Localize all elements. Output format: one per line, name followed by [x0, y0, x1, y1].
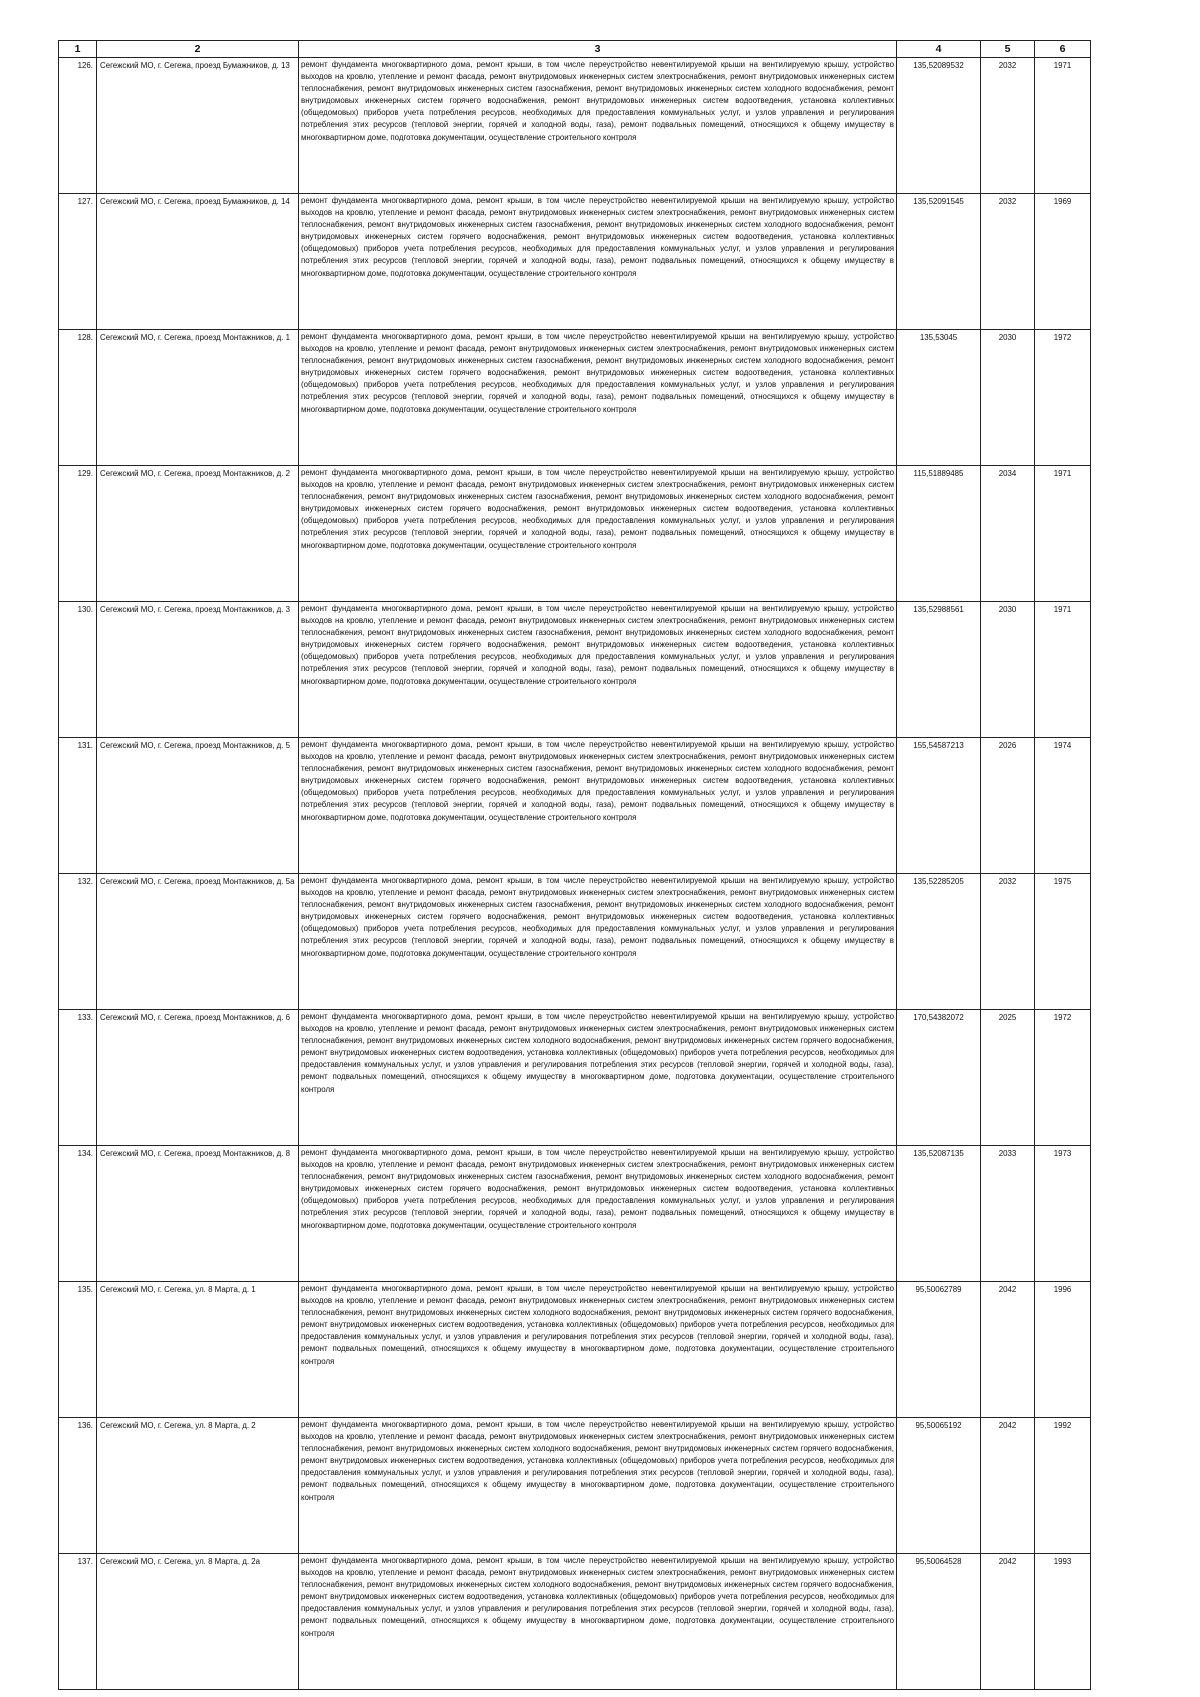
row-address: Сегежский МО, г. Сегежа, проезд Монтажников, д. 6 [97, 1010, 299, 1146]
row-cost: 170,54382072 [897, 1010, 981, 1146]
row-planned-year: 2026 [981, 738, 1035, 874]
column-header-5: 5 [981, 41, 1035, 58]
row-number: 137. [59, 1554, 97, 1690]
row-cost: 95,50064528 [897, 1554, 981, 1690]
row-number: 135. [59, 1282, 97, 1418]
row-works: ремонт фундамента многоквартирного дома, ремонт крыши, в том числе переустройство невентилируемой крыши на вентилируемую крышу, устройство выходов на кровлю, утепление и ремонт фасада, ремонт внутридомовых инженерных систем электроснабжения, ремонт внутридомовых инженерных систем теплоснабжения, ремонт внутридомовых инженерных систем холодного водоснабжения, ремонт внутридомовых инженерных систем горячего водоснабжения, ремонт внутридомовых инженерных систем водоотведения, установка коллективных (общедомовых) приборов учета потребления ресурсов, необходимых для предоставления коммунальных услуг, и узлов управления и регулирования потребления этих ресурсов (тепловой энергии, горячей и холодной воды, газа), ремонт подвальных помещений, относящихся к общему имуществу в многоквартирном доме, подготовка документации, осуществление строительного контроля [299, 1554, 897, 1690]
table-row [59, 1282, 1091, 1418]
row-works: ремонт фундамента многоквартирного дома, ремонт крыши, в том числе переустройство невентилируемой крыши на вентилируемую крышу, устройство выходов на кровлю, утепление и ремонт фасада, ремонт внутридомовых инженерных систем электроснабжения, ремонт внутридомовых инженерных систем теплоснабжения, ремонт внутридомовых инженерных систем газоснабжения, ремонт внутридомовых инженерных систем холодного водоснабжения, ремонт внутридомовых инженерных систем горячего водоснабжения, ремонт внутридомовых инженерных систем водоотведения, установка коллективных (общедомовых) приборов учета потребления ресурсов, необходимых для предоставления коммунальных услуг, и узлов управления и регулирования потребления этих ресурсов (тепловой энергии, горячей и холодной воды, газа), ремонт подвальных помещений, относящихся к общему имуществу в многоквартирном доме, подготовка документации, осуществление строительного контроля [299, 194, 897, 330]
table-row [59, 874, 1091, 1010]
row-planned-year: 2042 [981, 1282, 1035, 1418]
row-planned-year: 2030 [981, 602, 1035, 738]
row-planned-year: 2033 [981, 1146, 1035, 1282]
row-planned-year: 2030 [981, 330, 1035, 466]
row-number: 127. [59, 194, 97, 330]
row-works: ремонт фундамента многоквартирного дома, ремонт крыши, в том числе переустройство невентилируемой крыши на вентилируемую крышу, устройство выходов на кровлю, утепление и ремонт фасада, ремонт внутридомовых инженерных систем электроснабжения, ремонт внутридомовых инженерных систем теплоснабжения, ремонт внутридомовых инженерных систем холодного водоснабжения, ремонт внутридомовых инженерных систем горячего водоснабжения, ремонт внутридомовых инженерных систем водоотведения, установка коллективных (общедомовых) приборов учета потребления ресурсов, необходимых для предоставления коммунальных услуг, и узлов управления и регулирования потребления этих ресурсов (тепловой энергии, горячей и холодной воды, газа), ремонт подвальных помещений, относящихся к общему имуществу в многоквартирном доме, подготовка документации, осуществление строительного контроля [299, 1418, 897, 1554]
row-address: Сегежский МО, г. Сегежа, проезд Монтажников, д. 2 [97, 466, 299, 602]
row-cost: 135,52087135 [897, 1146, 981, 1282]
capital-repair-table [58, 40, 1091, 1690]
row-works: ремонт фундамента многоквартирного дома, ремонт крыши, в том числе переустройство невентилируемой крыши на вентилируемую крышу, устройство выходов на кровлю, утепление и ремонт фасада, ремонт внутридомовых инженерных систем электроснабжения, ремонт внутридомовых инженерных систем теплоснабжения, ремонт внутридомовых инженерных систем газоснабжения, ремонт внутридомовых инженерных систем холодного водоснабжения, ремонт внутридомовых инженерных систем горячего водоснабжения, ремонт внутридомовых инженерных систем водоотведения, установка коллективных (общедомовых) приборов учета потребления ресурсов, необходимых для предоставления коммунальных услуг, и узлов управления и регулирования потребления этих ресурсов (тепловой энергии, горячей и холодной воды, газа), ремонт подвальных помещений, относящихся к общему имуществу в многоквартирном доме, подготовка документации, осуществление строительного контроля [299, 466, 897, 602]
row-works: ремонт фундамента многоквартирного дома, ремонт крыши, в том числе переустройство невентилируемой крыши на вентилируемую крышу, устройство выходов на кровлю, утепление и ремонт фасада, ремонт внутридомовых инженерных систем электроснабжения, ремонт внутридомовых инженерных систем теплоснабжения, ремонт внутридомовых инженерных систем газоснабжения, ремонт внутридомовых инженерных систем холодного водоснабжения, ремонт внутридомовых инженерных систем горячего водоснабжения, ремонт внутридомовых инженерных систем водоотведения, установка коллективных (общедомовых) приборов учета потребления ресурсов, необходимых для предоставления коммунальных услуг, и узлов управления и регулирования потребления этих ресурсов (тепловой энергии, горячей и холодной воды, газа), ремонт подвальных помещений, относящихся к общему имуществу в многоквартирном доме, подготовка документации, осуществление строительного контроля [299, 602, 897, 738]
row-address: Сегежский МО, г. Сегежа, проезд Монтажников, д. 5а [97, 874, 299, 1010]
row-address: Сегежский МО, г. Сегежа, проезд Монтажников, д. 1 [97, 330, 299, 466]
row-planned-year: 2032 [981, 194, 1035, 330]
row-planned-year: 2042 [981, 1554, 1035, 1690]
row-number: 131. [59, 738, 97, 874]
row-planned-year: 2034 [981, 466, 1035, 602]
row-built-year: 1992 [1035, 1418, 1091, 1554]
row-address: Сегежский МО, г. Сегежа, проезд Монтажников, д. 8 [97, 1146, 299, 1282]
row-cost: 135,52988561 [897, 602, 981, 738]
row-cost: 135,52091545 [897, 194, 981, 330]
row-number: 132. [59, 874, 97, 1010]
row-works: ремонт фундамента многоквартирного дома, ремонт крыши, в том числе переустройство невентилируемой крыши на вентилируемую крышу, устройство выходов на кровлю, утепление и ремонт фасада, ремонт внутридомовых инженерных систем электроснабжения, ремонт внутридомовых инженерных систем теплоснабжения, ремонт внутридомовых инженерных систем газоснабжения, ремонт внутридомовых инженерных систем холодного водоснабжения, ремонт внутридомовых инженерных систем горячего водоснабжения, ремонт внутридомовых инженерных систем водоотведения, установка коллективных (общедомовых) приборов учета потребления ресурсов, необходимых для предоставления коммунальных услуг, и узлов управления и регулирования потребления этих ресурсов (тепловой энергии, горячей и холодной воды, газа), ремонт подвальных помещений, относящихся к общему имуществу в многоквартирном доме, подготовка документации, осуществление строительного контроля [299, 330, 897, 466]
table-row [59, 1554, 1091, 1690]
column-header-6: 6 [1035, 41, 1091, 58]
row-number: 134. [59, 1146, 97, 1282]
column-header-2: 2 [97, 41, 299, 58]
row-cost: 95,50065192 [897, 1418, 981, 1554]
table-row [59, 1010, 1091, 1146]
row-number: 129. [59, 466, 97, 602]
row-address: Сегежский МО, г. Сегежа, проезд Монтажников, д. 3 [97, 602, 299, 738]
column-header-3: 3 [299, 41, 897, 58]
row-built-year: 1975 [1035, 874, 1091, 1010]
row-number: 133. [59, 1010, 97, 1146]
row-built-year: 1993 [1035, 1554, 1091, 1690]
row-built-year: 1996 [1035, 1282, 1091, 1418]
table-row [59, 602, 1091, 738]
table-row [59, 1418, 1091, 1554]
row-planned-year: 2042 [981, 1418, 1035, 1554]
row-planned-year: 2032 [981, 874, 1035, 1010]
row-works: ремонт фундамента многоквартирного дома, ремонт крыши, в том числе переустройство невентилируемой крыши на вентилируемую крышу, устройство выходов на кровлю, утепление и ремонт фасада, ремонт внутридомовых инженерных систем электроснабжения, ремонт внутридомовых инженерных систем теплоснабжения, ремонт внутридомовых инженерных систем газоснабжения, ремонт внутридомовых инженерных систем холодного водоснабжения, ремонт внутридомовых инженерных систем горячего водоснабжения, ремонт внутридомовых инженерных систем водоотведения, установка коллективных (общедомовых) приборов учета потребления ресурсов, необходимых для предоставления коммунальных услуг, и узлов управления и регулирования потребления этих ресурсов (тепловой энергии, горячей и холодной воды, газа), ремонт подвальных помещений, относящихся к общему имуществу в многоквартирном доме, подготовка документации, осуществление строительного контроля [299, 738, 897, 874]
row-built-year: 1971 [1035, 466, 1091, 602]
row-address: Сегежский МО, г. Сегежа, ул. 8 Марта, д. 1 [97, 1282, 299, 1418]
row-cost: 135,52285205 [897, 874, 981, 1010]
row-address: Сегежский МО, г. Сегежа, проезд Монтажников, д. 5 [97, 738, 299, 874]
row-address: Сегежский МО, г. Сегежа, проезд Бумажников, д. 14 [97, 194, 299, 330]
row-planned-year: 2032 [981, 58, 1035, 194]
column-header-1: 1 [59, 41, 97, 58]
row-number: 130. [59, 602, 97, 738]
row-planned-year: 2025 [981, 1010, 1035, 1146]
row-built-year: 1969 [1035, 194, 1091, 330]
row-number: 136. [59, 1418, 97, 1554]
row-works: ремонт фундамента многоквартирного дома, ремонт крыши, в том числе переустройство невентилируемой крыши на вентилируемую крышу, устройство выходов на кровлю, утепление и ремонт фасада, ремонт внутридомовых инженерных систем электроснабжения, ремонт внутридомовых инженерных систем теплоснабжения, ремонт внутридомовых инженерных систем газоснабжения, ремонт внутридомовых инженерных систем холодного водоснабжения, ремонт внутридомовых инженерных систем горячего водоснабжения, ремонт внутридомовых инженерных систем водоотведения, установка коллективных (общедомовых) приборов учета потребления ресурсов, необходимых для предоставления коммунальных услуг, и узлов управления и регулирования потребления этих ресурсов (тепловой энергии, горячей и холодной воды, газа), ремонт подвальных помещений, относящихся к общему имуществу в многоквартирном доме, подготовка документации, осуществление строительного контроля [299, 874, 897, 1010]
row-works: ремонт фундамента многоквартирного дома, ремонт крыши, в том числе переустройство невентилируемой крыши на вентилируемую крышу, устройство выходов на кровлю, утепление и ремонт фасада, ремонт внутридомовых инженерных систем электроснабжения, ремонт внутридомовых инженерных систем теплоснабжения, ремонт внутридомовых инженерных систем холодного водоснабжения, ремонт внутридомовых инженерных систем горячего водоснабжения, ремонт внутридомовых инженерных систем водоотведения, установка коллективных (общедомовых) приборов учета потребления ресурсов, необходимых для предоставления коммунальных услуг, и узлов управления и регулирования потребления этих ресурсов (тепловой энергии, горячей и холодной воды, газа), ремонт подвальных помещений, относящихся к общему имуществу в многоквартирном доме, подготовка документации, осуществление строительного контроля [299, 1282, 897, 1418]
row-address: Сегежский МО, г. Сегежа, ул. 8 Марта, д. 2а [97, 1554, 299, 1690]
row-number: 126. [59, 58, 97, 194]
row-cost: 155,54587213 [897, 738, 981, 874]
row-built-year: 1973 [1035, 1146, 1091, 1282]
row-cost: 115,51889485 [897, 466, 981, 602]
table-row [59, 194, 1091, 330]
row-works: ремонт фундамента многоквартирного дома, ремонт крыши, в том числе переустройство невентилируемой крыши на вентилируемую крышу, устройство выходов на кровлю, утепление и ремонт фасада, ремонт внутридомовых инженерных систем электроснабжения, ремонт внутридомовых инженерных систем теплоснабжения, ремонт внутридомовых инженерных систем газоснабжения, ремонт внутридомовых инженерных систем холодного водоснабжения, ремонт внутридомовых инженерных систем горячего водоснабжения, ремонт внутридомовых инженерных систем водоотведения, установка коллективных (общедомовых) приборов учета потребления ресурсов, необходимых для предоставления коммунальных услуг, и узлов управления и регулирования потребления этих ресурсов (тепловой энергии, горячей и холодной воды, газа), ремонт подвальных помещений, относящихся к общему имуществу в многоквартирном доме, подготовка документации, осуществление строительного контроля [299, 58, 897, 194]
row-address: Сегежский МО, г. Сегежа, ул. 8 Марта, д. 2 [97, 1418, 299, 1554]
row-built-year: 1971 [1035, 58, 1091, 194]
row-built-year: 1971 [1035, 602, 1091, 738]
row-built-year: 1972 [1035, 330, 1091, 466]
table-row [59, 738, 1091, 874]
table-row [59, 466, 1091, 602]
row-works: ремонт фундамента многоквартирного дома, ремонт крыши, в том числе переустройство невентилируемой крыши на вентилируемую крышу, устройство выходов на кровлю, утепление и ремонт фасада, ремонт внутридомовых инженерных систем электроснабжения, ремонт внутридомовых инженерных систем теплоснабжения, ремонт внутридомовых инженерных систем газоснабжения, ремонт внутридомовых инженерных систем холодного водоснабжения, ремонт внутридомовых инженерных систем горячего водоснабжения, ремонт внутридомовых инженерных систем водоотведения, установка коллективных (общедомовых) приборов учета потребления ресурсов, необходимых для предоставления коммунальных услуг, и узлов управления и регулирования потребления этих ресурсов (тепловой энергии, горячей и холодной воды, газа), ремонт подвальных помещений, относящихся к общему имуществу в многоквартирном доме, подготовка документации, осуществление строительного контроля [299, 1146, 897, 1282]
column-header-4: 4 [897, 41, 981, 58]
row-address: Сегежский МО, г. Сегежа, проезд Бумажников, д. 13 [97, 58, 299, 194]
row-cost: 135,52089532 [897, 58, 981, 194]
row-works: ремонт фундамента многоквартирного дома, ремонт крыши, в том числе переустройство невентилируемой крыши на вентилируемую крышу, устройство выходов на кровлю, утепление и ремонт фасада, ремонт внутридомовых инженерных систем электроснабжения, ремонт внутридомовых инженерных систем теплоснабжения, ремонт внутридомовых инженерных систем холодного водоснабжения, ремонт внутридомовых инженерных систем горячего водоснабжения, ремонт внутридомовых инженерных систем водоотведения, установка коллективных (общедомовых) приборов учета потребления ресурсов, необходимых для предоставления коммунальных услуг, и узлов управления и регулирования потребления этих ресурсов (тепловой энергии, горячей и холодной воды, газа), ремонт подвальных помещений, относящихся к общему имуществу в многоквартирном доме, подготовка документации, осуществление строительного контроля [299, 1010, 897, 1146]
row-number: 128. [59, 330, 97, 466]
table-row [59, 1146, 1091, 1282]
header-row [59, 41, 1091, 58]
row-built-year: 1972 [1035, 1010, 1091, 1146]
row-cost: 135,53045 [897, 330, 981, 466]
table-row [59, 58, 1091, 194]
row-built-year: 1974 [1035, 738, 1091, 874]
row-cost: 95,50062789 [897, 1282, 981, 1418]
table-row [59, 330, 1091, 466]
